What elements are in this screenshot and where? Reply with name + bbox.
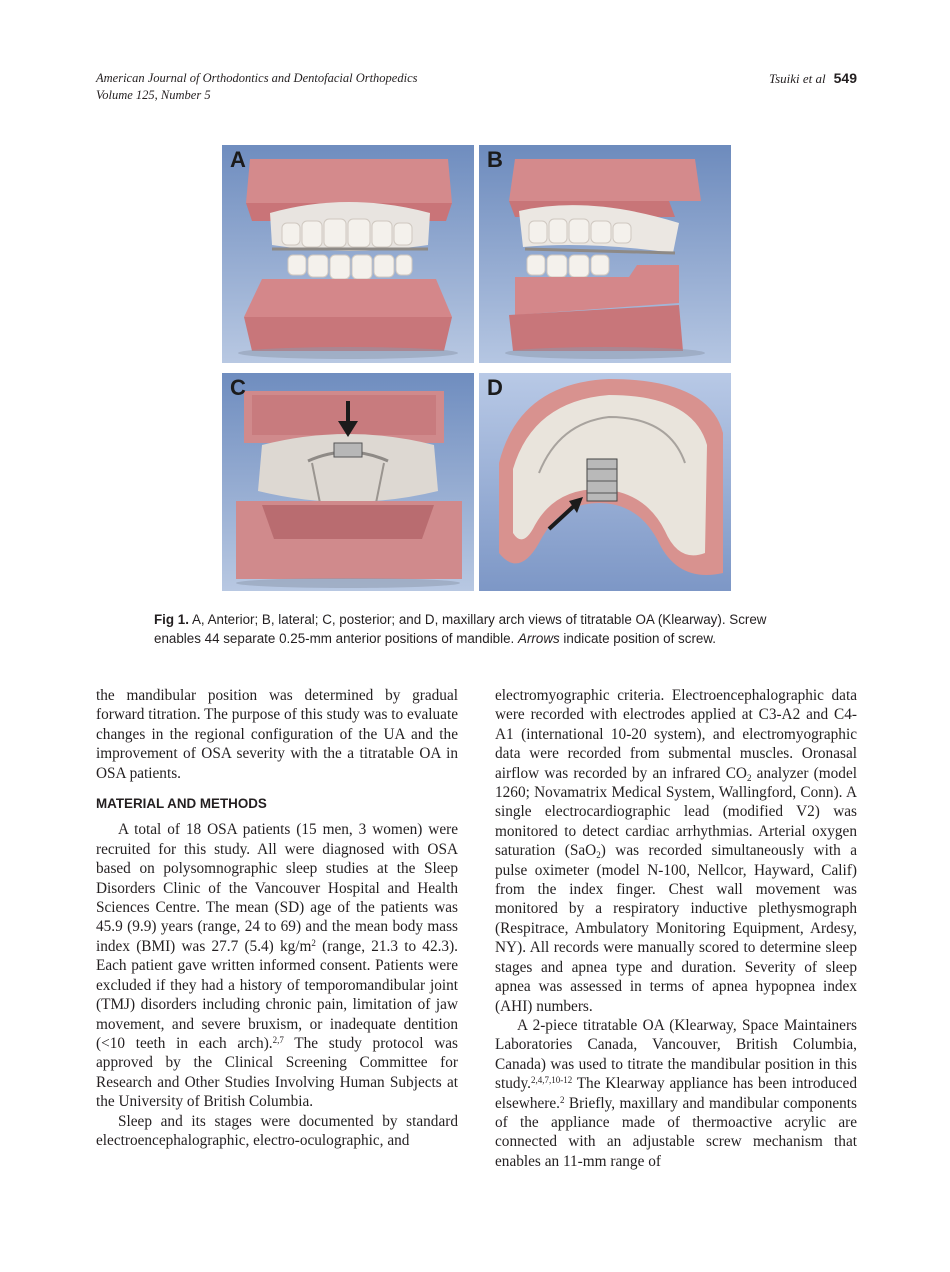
caption-figure-number: Fig 1. — [154, 612, 189, 627]
journal-title: American Journal of Orthodontics and Dentofacial Orthopedics — [96, 71, 418, 85]
page-number: 549 — [833, 70, 857, 86]
figure-panel-d-maxillary-arch-photo — [479, 373, 731, 591]
panel-label-a: A — [230, 147, 246, 172]
paragraph: Sleep and its stages were documented by standard electroencephalographic, electro-oculographic, and — [96, 1112, 458, 1149]
caption-text-end: indicate position of screw. — [563, 631, 717, 646]
citation: 2,4,7,10-12 — [530, 1075, 573, 1086]
figure-caption — [154, 610, 804, 648]
panel-label-b: B — [487, 147, 503, 172]
panel-label-d: D — [487, 375, 503, 400]
right-column — [495, 686, 857, 1171]
paragraph: A total of 18 OSA patients (15 men, 3 women) were recruited for this study. All were diagnosed with OSA based on polysomnographic sleep studies at the Sleep Disorders Clinic of the Vancouver Hospital and Health Sciences Centre. The mean (SD) age of the patients was 45.9 (9.9) years (range, 24 to 69) and the mean body mass index (BMI) was 27.7 (5.4) $kg/m^2$ (range, 21.3 to 42.3). Each patient gave written informed consent. Patients were excluded if they had a history of temporomandibular joint (TMJ) disorders including chronic pain, limitation of jaw movement, and severe bruxism, or inadequate dentition (<10 teeth in each arch).$^{2,7}$ The study protocol was approved by the Clinical Screening Committee for Research and Other Studies Involving Human Subjects at the University of British Columbia. — [96, 821, 459, 1111]
citation: 2,7 — [272, 1034, 284, 1045]
citation: 2 — [559, 1094, 565, 1105]
panel-label-c: C — [230, 375, 246, 400]
caption-text: A, Anterior; B, lateral; C, posterior; and D, maxillary arch views of titratable OA (Klearway). Screw enables 44 separate 0.25-mm anterior positions of mandible. — [154, 612, 767, 646]
figure-panel-b-lateral-photo — [479, 145, 731, 363]
figure-panel-a-anterior-photo — [222, 145, 474, 363]
paragraph: the mandibular position was determined by gradual forward titration. The purpose of this study was to evaluate changes in the regional configuration of the UA and the improvement of OSA severity with the a titratable OA in OSA patients. — [96, 687, 458, 782]
running-header-page — [769, 70, 857, 87]
figure-1 — [222, 145, 731, 592]
paragraph: electromyographic criteria. Electroencephalographic data were recorded with electrodes applied at C3-A2 and C4-A1 (international 10-20 system), and electromyographic data were recorded from submental muscles. Oronasal airflow was recorded by an infrared $CO_2$ analyzer (model 1260; Novamatrix Medical System, Wallingford, Conn). A single electrocardiographic lead (modified V2) was monitored to detect cardiac arrhythmias. Arterial oxygen saturation (SaO$_2$) was recorded simultaneously with a pulse oximeter (model N-100, Nellcor, Hayward, Calif) from the index finger. Chest wall movement was monitored by a respiratory inductive plethysmograph (Respitrace, Ambulatory Monitoring Equipment, Ardesy, NY). All records were manually scored to determine sleep stages and apnea type and duration. Severity of sleep apnea was assessed in terms of apnea hypopnea index (AHI) numbers. — [495, 687, 857, 1015]
figure-panel-c-posterior-photo — [222, 373, 474, 591]
paragraph: A 2-piece titratable OA (Klearway, Space Maintainers Laboratories Canada, Vancouver, British Columbia, Canada) was used to titrate the mandibular position in this study.$^{2,4,7,10-12}$ The Klearway appliance has been introduced elsewhere.$^2$ Briefly, maxillary and mandibular components of the appliance made of thermoactive acrylic are connected with an adjustable screw mechanism that enables an 11-mm range of — [495, 1016, 857, 1170]
left-column — [96, 686, 458, 1150]
running-header-journal — [96, 70, 418, 104]
section-heading: MATERIAL AND METHODS — [96, 796, 267, 812]
journal-volume: Volume 125, Number 5 — [96, 88, 211, 102]
caption-arrows-word: Arrows — [518, 631, 560, 646]
running-authors: Tsuiki et al — [769, 71, 826, 86]
